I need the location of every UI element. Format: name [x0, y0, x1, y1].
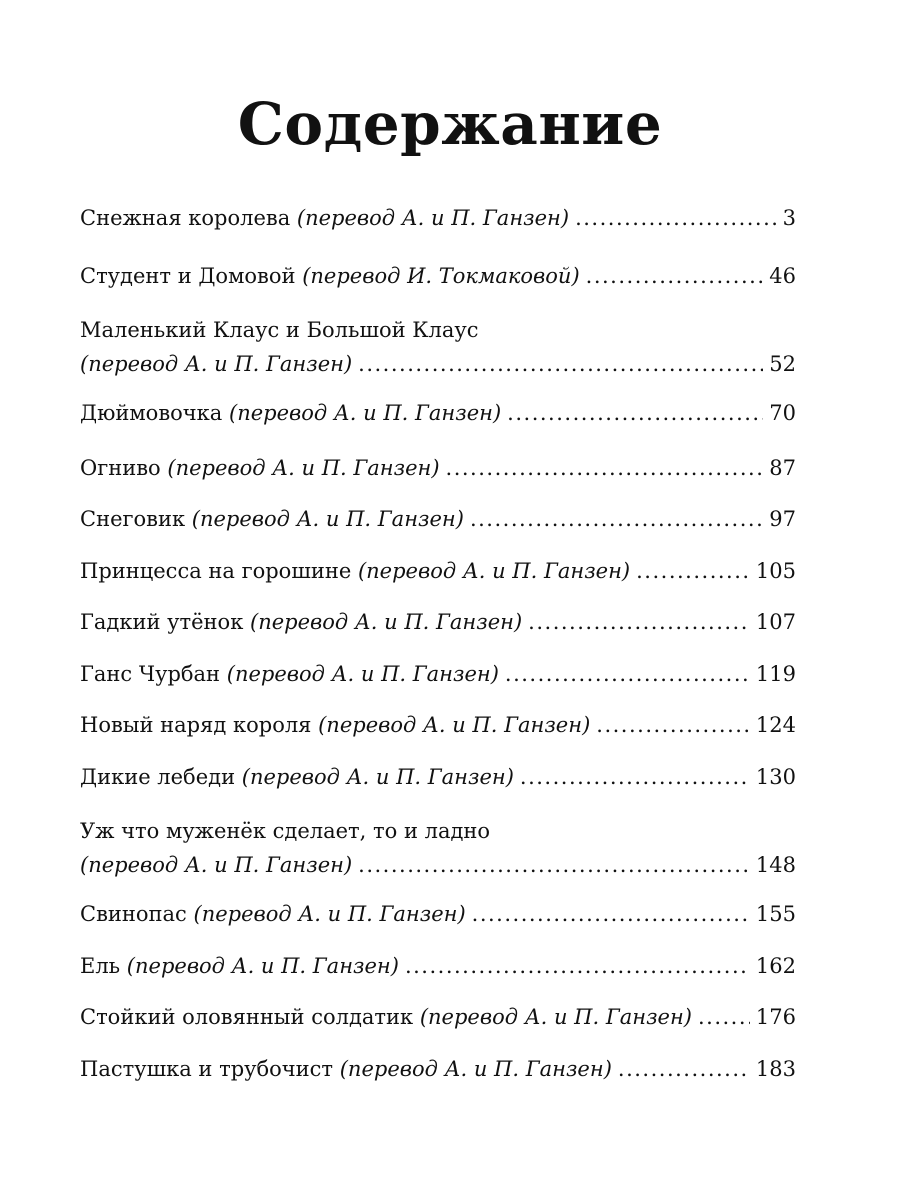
toc-entry-page: 183 [755, 1057, 796, 1081]
toc-entry-page: 70 [769, 401, 796, 425]
toc-entry [80, 953, 796, 979]
dot-leader [596, 712, 750, 738]
toc-entry-translator: (перевод А. и П. Ганзен) [191, 507, 464, 531]
toc-entry [80, 455, 796, 481]
toc-entry [80, 558, 796, 584]
dot-leader [505, 661, 750, 687]
dot-leader [470, 506, 763, 532]
toc-entry [80, 818, 796, 878]
toc-entry-title: Новый наряд короля [80, 713, 312, 737]
toc-entry-title: Стойкий оловянный солдатик [80, 1005, 414, 1029]
toc-entry-translator: (перевод А. и П. Ганзен) [296, 206, 570, 230]
toc-entry-label [80, 506, 464, 532]
toc-entry-translator: (перевод А. и П. Ганзен) [226, 662, 499, 686]
toc-entry-title: Снеговик [80, 507, 186, 531]
toc-entry-page: 148 [755, 853, 796, 877]
toc-entry-title: Маленький Клаус и Большой Клаус [80, 318, 479, 342]
toc-entry-label [80, 455, 440, 481]
toc-entry-label [80, 609, 522, 635]
toc-entry-translator: (перевод А. и П. Ганзен) [80, 853, 353, 877]
toc-entry [80, 506, 796, 532]
toc-entry-translator: (перевод А. и П. Ганзен) [126, 954, 399, 978]
toc-entry-label [80, 661, 499, 687]
toc-entry-page: 155 [755, 902, 796, 926]
toc-entry-title: Принцесса на горошине [80, 559, 352, 583]
toc-entry [80, 205, 796, 231]
toc-entry-page: 124 [755, 713, 796, 737]
dot-leader [586, 263, 764, 289]
toc-entry-translator: (перевод А. и П. Ганзен) [318, 713, 591, 737]
toc-entry [80, 400, 796, 426]
dot-leader [507, 400, 763, 426]
toc-entry-page: 162 [755, 954, 796, 978]
toc-entry-page: 87 [769, 456, 796, 480]
toc-entry-translator: (перевод А. и П. Ганзен) [80, 352, 353, 376]
toc-entry-label [80, 764, 514, 790]
toc-entry-title: Дюймовочка [80, 401, 223, 425]
dot-leader [358, 351, 763, 377]
toc-entry-translator: (перевод А. и П. Ганзен) [193, 902, 466, 926]
toc-entry-title: Гадкий утёнок [80, 610, 244, 634]
toc-entry [80, 712, 796, 738]
toc-entry [80, 263, 796, 289]
toc-entry-translator: (перевод А. и П. Ганзен) [167, 456, 440, 480]
toc-entry-label [80, 205, 569, 231]
dot-leader [358, 852, 750, 878]
toc-entry-translator: (перевод И. Токмаковой) [302, 264, 580, 288]
toc-entry-title: Свинопас [80, 902, 187, 926]
toc-entry [80, 1004, 796, 1030]
toc-entry [80, 609, 796, 635]
toc-entry-page: 3 [782, 206, 796, 230]
toc-entry-page: 119 [755, 662, 796, 686]
page-title: Содержание [237, 90, 663, 158]
dot-leader [636, 558, 750, 584]
toc-entry [80, 764, 796, 790]
dot-leader [528, 609, 750, 635]
toc-entry-title: Пастушка и трубочист [80, 1057, 334, 1081]
toc-entry-page: 46 [769, 264, 796, 288]
toc-entry-title: Ганс Чурбан [80, 662, 221, 686]
toc-entry-page: 107 [755, 610, 796, 634]
toc-entry-page: 176 [755, 1005, 796, 1029]
toc-entry-translator: (перевод А. и П. Ганзен) [357, 559, 631, 583]
toc-entry [80, 661, 796, 687]
toc-entry-label [80, 901, 466, 927]
toc-entry-title: Дикие лебеди [80, 765, 236, 789]
dot-leader [520, 764, 750, 790]
toc-entry-page: 130 [755, 765, 796, 789]
toc-entry-page: 52 [769, 352, 796, 376]
toc-entry-label [80, 1056, 612, 1082]
toc-entry-title: Снежная королева [80, 206, 291, 230]
toc-entry [80, 901, 796, 927]
dot-leader [446, 455, 764, 481]
toc-entry-label [80, 712, 590, 738]
dot-leader [575, 205, 777, 231]
toc-entry-translator: (перевод А. и П. Ганзен) [419, 1005, 692, 1029]
toc-entry-title: Ель [80, 954, 121, 978]
toc-entry-label [80, 1004, 692, 1030]
dot-leader [405, 953, 750, 979]
toc-entry-translator: (перевод А. и П. Ганзен) [339, 1057, 612, 1081]
toc-entry-title: Студент и Домовой [80, 264, 296, 288]
toc-entry-translator: (перевод А. и П. Ганзен) [229, 401, 502, 425]
toc-entry-label [80, 953, 399, 979]
toc-entry-label [80, 400, 501, 426]
toc-entry [80, 317, 796, 377]
toc-entry-title: Уж что муженёк сделает, то и ладно [80, 819, 491, 843]
toc-entry-translator: (перевод А. и П. Ганзен) [250, 610, 523, 634]
toc-entry-title: Огниво [80, 456, 161, 480]
dot-leader [472, 901, 750, 927]
toc-entry-label [80, 558, 630, 584]
toc-entry-translator: (перевод А. и П. Ганзен) [241, 765, 514, 789]
dot-leader [698, 1004, 750, 1030]
toc-entry-label [80, 263, 580, 289]
dot-leader [618, 1056, 750, 1082]
toc-entry-page: 105 [755, 559, 796, 583]
toc-entry [80, 1056, 796, 1082]
toc-entry-page: 97 [769, 507, 796, 531]
